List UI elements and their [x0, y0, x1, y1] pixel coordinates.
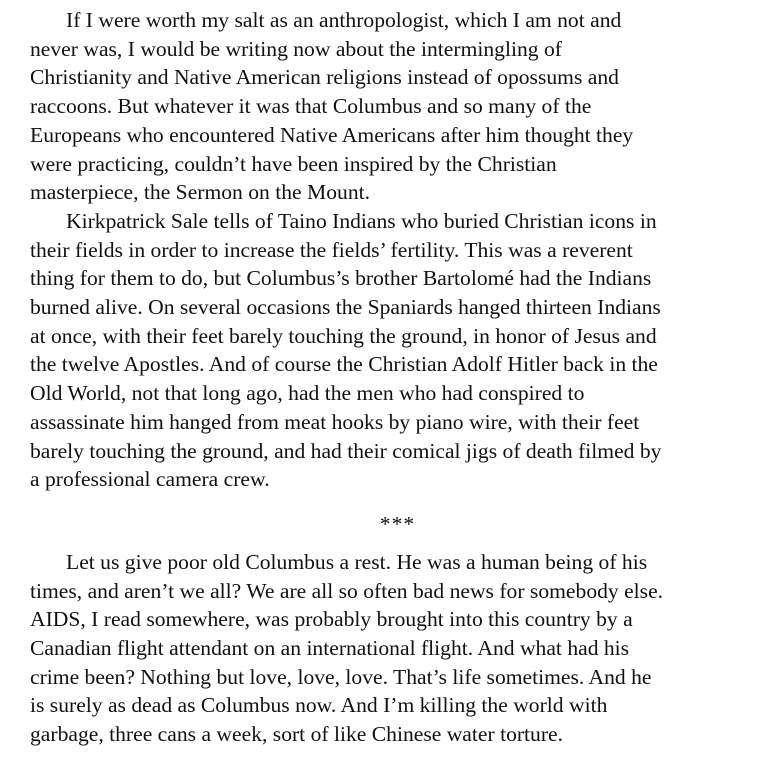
- text-line: is surely as dead as Columbus now. And I’m killing the world with: [30, 693, 608, 718]
- text-line: Kirkpatrick Sale tells of Taino Indians who buried Christian icons in: [66, 208, 657, 233]
- section-separator: ***: [379, 511, 416, 536]
- text-line: Canadian flight attendant on an international flight. And what had his: [30, 636, 630, 661]
- text-line: the twelve Apostles. And of course the Christian Adolf Hitler back in the: [30, 352, 658, 377]
- text-line: Christianity and Native American religions instead of opossums and: [30, 65, 619, 90]
- text-line: never was, I would be writing now about the intermingling of: [30, 36, 562, 61]
- document-page: [30, 6, 765, 749]
- text-line: burned alive. On several occasions the Spaniards hanged thirteen Indians: [30, 295, 661, 320]
- text-line: Let us give poor old Columbus a rest. He was a human being of his: [66, 549, 648, 574]
- text-line: garbage, three cans a week, sort of like Chinese water torture.: [30, 722, 564, 747]
- text-line: Old World, not that long ago, had the men who had conspired to: [30, 381, 585, 406]
- paragraph-1: [30, 6, 765, 207]
- text-line: AIDS, I read somewhere, was probably brought into this country by a: [30, 607, 633, 632]
- text-line: a professional camera crew.: [30, 467, 270, 492]
- text-line: crime been? Nothing but love, love, love. That’s life sometimes. And he: [30, 664, 652, 689]
- text-line: masterpiece, the Sermon on the Mount.: [30, 180, 371, 205]
- text-line: Europeans who encountered Native Americans after him thought they: [30, 122, 634, 147]
- text-line: assassinate him hanged from meat hooks by piano wire, with their feet: [30, 409, 640, 434]
- text-line: If I were worth my salt as an anthropologist, which I am not and: [66, 8, 622, 32]
- paragraph-3: [30, 548, 765, 749]
- text-line: raccoons. But whatever it was that Columbus and so many of the: [30, 94, 592, 119]
- paragraph-2: [30, 207, 765, 494]
- text-line: thing for them to do, but Columbus’s brother Bartolomé had the Indians: [30, 266, 652, 291]
- text-line: their fields in order to increase the fields’ fertility. This was a reverent: [30, 237, 633, 262]
- text-line: at once, with their feet barely touching the ground, in honor of Jesus and: [30, 323, 657, 348]
- text-line: were practicing, couldn’t have been inspired by the Christian: [30, 151, 557, 176]
- text-line: times, and aren’t we all? We are all so often bad news for somebody else.: [30, 578, 664, 603]
- text-line: barely touching the ground, and had their comical jigs of death filmed by: [30, 438, 662, 463]
